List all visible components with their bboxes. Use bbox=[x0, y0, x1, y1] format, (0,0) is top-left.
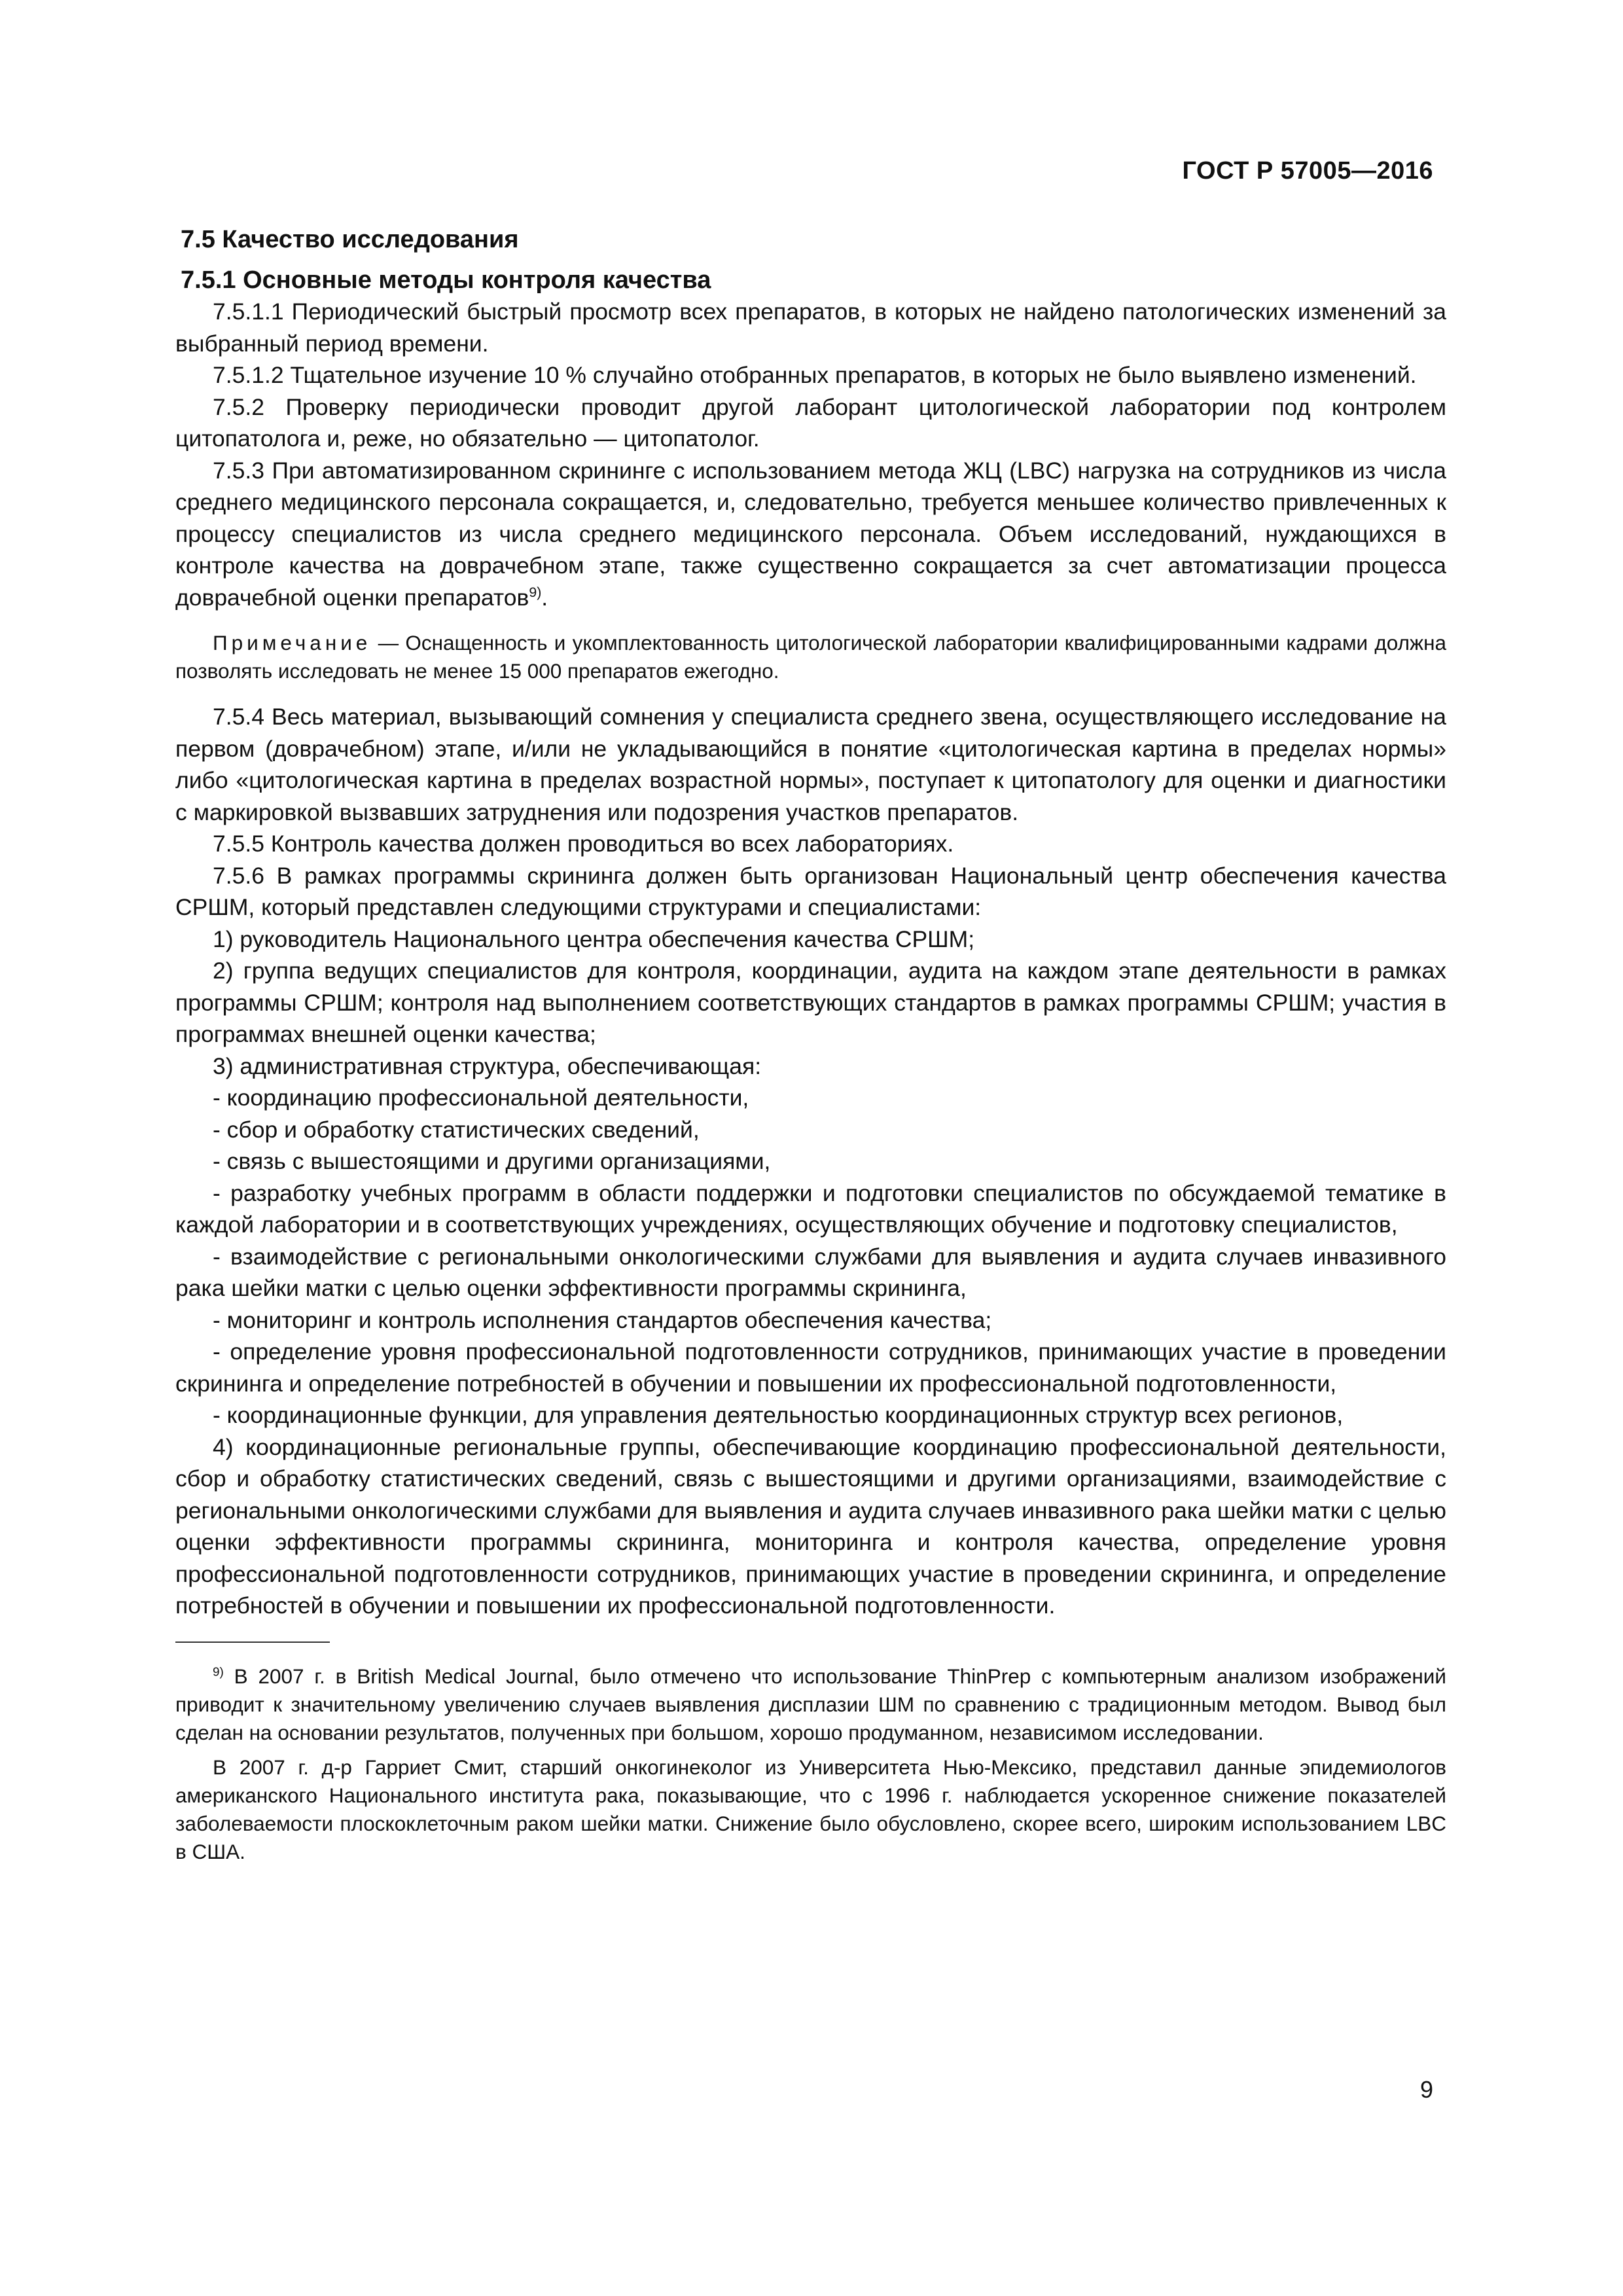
dash-item-2: - сбор и обработку статистических сведений, bbox=[213, 1116, 700, 1143]
dash-item-7: - определение уровня профессиональной подготовленности сотрудников, принимающих участие в проведении скрининга и определение потребностей в обучении и повышении их профессиональной подготовленности, bbox=[175, 1338, 1446, 1397]
list-item-1: 1) руководитель Национального центра обеспечения качества СРШМ; bbox=[213, 925, 975, 952]
dash-item-8: - координационные функции, для управления деятельностью координационных структур всех регионов, bbox=[213, 1402, 1344, 1428]
footnote-divider bbox=[175, 1641, 330, 1643]
dash-item-1: - координацию профессиональной деятельности, bbox=[213, 1085, 749, 1111]
paragraph-7-5-3-end: . bbox=[541, 584, 548, 611]
footnote-9 bbox=[175, 1662, 1446, 1747]
note-label: Примечание bbox=[213, 631, 372, 655]
paragraph-7-5-4: 7.5.4 Весь материал, вызывающий сомнения у специалиста среднего звена, осуществляющего исследование на первом (доврачебном) этапе, и/или не укладывающийся в понятие «цитологическая картина в пределах нормы» либо «цитологическая картина в пределах возрастной нормы», поступает к цитопатологу для оценки и диагностики с маркировкой вызвавших затруднения или подозрения участков препаратов. bbox=[175, 704, 1446, 825]
paragraph-7-5-6: 7.5.6 В рамках программы скрининга должен быть организован Национальный центр обеспечения качества СРШМ, который представлен следующими структурами и специалистами: bbox=[175, 862, 1446, 920]
paragraph-7-5-1-2: 7.5.1.2 Тщательное изучение 10 % случайно отобранных препаратов, в которых не было выявлено изменений. bbox=[213, 362, 1417, 388]
paragraph-7-5-1-1: 7.5.1.1 Периодический быстрый просмотр всех препаратов, в которых не найдено патологических изменений за выбранный период времени. bbox=[175, 298, 1446, 357]
paragraph-7-5-3 bbox=[175, 455, 1446, 614]
note-paragraph bbox=[175, 629, 1446, 685]
paragraph-7-5-2: 7.5.2 Проверку периодически проводит другой лаборант цитологической лаборатории под контролем цитопатолога и, реже, но обязательно — цитопатолог. bbox=[175, 393, 1446, 452]
dash-item-5: - взаимодействие с региональными онкологическими службами для выявления и аудита случаев инвазивного рака шейки матки с целью оценки эффективности программы скрининга, bbox=[175, 1243, 1446, 1301]
dash-item-3: - связь с вышестоящими и другими организациями, bbox=[213, 1148, 771, 1174]
footnote-ref: 9) bbox=[529, 584, 542, 600]
footnote-9-continued: В 2007 г. д-р Гарриет Смит, старший онкогинеколог из Университета Нью-Мексико, представил данные эпидемиологов американского Национального института рака, показывающие, что с 1996 г. наблюдается ускоренное снижение показателей заболеваемости плоскоклеточным раком шейки матки. Снижение было обусловлено, скорее всего, широким использованием LBC в США. bbox=[175, 1755, 1446, 1863]
paragraph-7-5-5: 7.5.5 Контроль качества должен проводиться во всех лабораториях. bbox=[213, 831, 954, 857]
list-item-2: 2) группа ведущих специалистов для контроля, координации, аудита на каждом этапе деятельности в рамках программы СРШМ; контроля над выполнением соответствующих стандартов в рамках программы СРШМ; участия в программах внешней оценки качества; bbox=[175, 958, 1446, 1047]
dash-item-6: - мониторинг и контроль исполнения стандартов обеспечения качества; bbox=[213, 1306, 992, 1333]
standard-code: ГОСТ Р 57005—2016 bbox=[1182, 157, 1433, 185]
subsection-heading: 7.5.1 Основные методы контроля качества bbox=[181, 266, 711, 294]
footnote-text-1: В 2007 г. в British Medical Journal, было отмечено что использование ThinPrep с компьютерным анализом изображений приводит к значительному увеличению случаев выявления дисплазии ШМ по сравнению с традиционным методом. Вывод был сделан на основании результатов, полученных при большом, хорошо продуманном, независимом исследовании. bbox=[175, 1664, 1446, 1744]
section-heading: 7.5 Качество исследования bbox=[181, 226, 519, 253]
note-text: — Оснащенность и укомплектованность цитологической лаборатории квалифицированными кадрами должна позволять исследовать не менее 15 000 препаратов ежегодно. bbox=[175, 631, 1446, 683]
paragraph-7-5-3-text: 7.5.3 При автоматизированном скрининге с использованием метода ЖЦ (LBC) нагрузка на сотрудников из числа среднего медицинского персонала сокращается, и, следовательно, требуется меньшее количество привлеченных к процессу специалистов из числа среднего медицинского персонала. Объем исследований, нуждающихся в контроле качества на доврачебном этапе, также существенно сокращается за счет автоматизации процесса доврачебной оценки препаратов bbox=[175, 457, 1446, 611]
dash-item-4: - разработку учебных программ в области поддержки и подготовки специалистов по обсуждаемой тематике в каждой лаборатории и в соответствующих учреждениях, осуществляющих обучение и подготовку специалистов, bbox=[175, 1179, 1446, 1238]
list-item-4: 4) координационные региональные группы, обеспечивающие координацию профессиональной деятельности, сбор и обработку статистических сведений, связь с вышестоящими и другими организациями, взаимодействие с региональными онкологическими службами для выявления и аудита случаев инвазивного рака шейки матки с целью оценки эффективности программы скрининга, мониторинга и контроля качества, определение уровня профессиональной подготовленности сотрудников, принимающих участие в проведении скрининга, и определение потребностей в обучении и повышении их профессиональной подготовленности. bbox=[175, 1433, 1446, 1619]
footnote-marker: 9) bbox=[213, 1665, 224, 1679]
note-block bbox=[175, 629, 1446, 685]
page-number: 9 bbox=[1419, 2076, 1433, 2103]
list-item-3: 3) административная структура, обеспечивающая: bbox=[213, 1052, 762, 1079]
page-body bbox=[175, 224, 1446, 1873]
